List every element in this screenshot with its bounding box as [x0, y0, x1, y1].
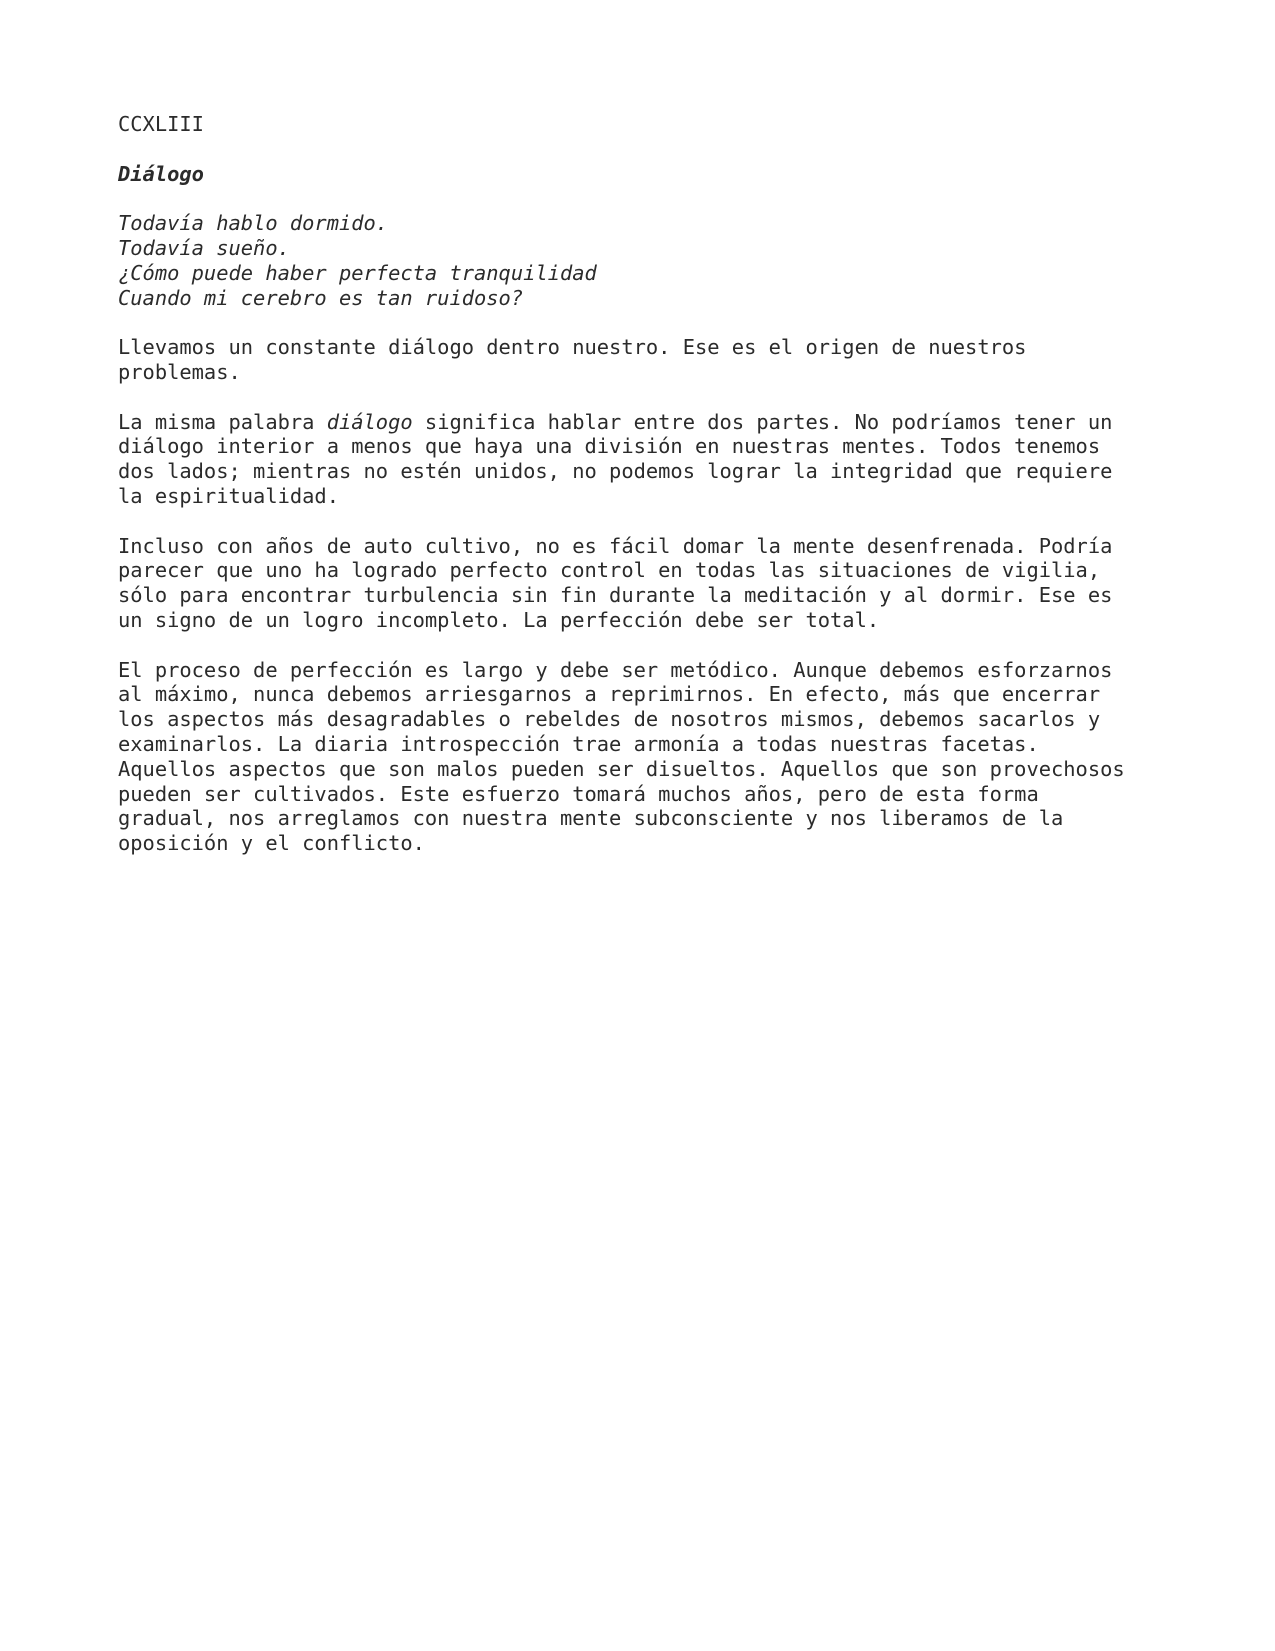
verse-line: Todavía sueño. — [118, 235, 290, 260]
paragraph-1 — [118, 335, 1178, 385]
paragraph-line: El proceso de perfección es largo y debe ser metódico. Aunque debemos esforzarnos — [118, 657, 1113, 682]
paragraph-line: problemas. — [118, 359, 241, 384]
paragraph-line: examinarlos. La diaria introspección trae armonía a todas nuestras facetas. — [118, 731, 1039, 756]
verse-line: ¿Cómo puede haber perfecta tranquilidad — [118, 260, 597, 285]
paragraph-line: oposición y el conflicto. — [118, 831, 425, 856]
paragraph-line: pueden ser cultivados. Este esfuerzo tomará muchos años, pero de esta forma — [118, 781, 1039, 806]
paragraph-line: un signo de un logro incompleto. La perfección debe ser total. — [118, 607, 880, 632]
paragraph-line: diálogo interior a menos que haya una división en nuestras mentes. Todos tenemos — [118, 434, 1101, 459]
paragraph-line: sólo para encontrar turbulencia sin fin durante la meditación y al dormir. Ese es — [118, 583, 1113, 608]
spacer — [118, 385, 1178, 410]
paragraph-line: los aspectos más desagradables o rebeldes de nosotros mismos, debemos sacarlos y — [118, 707, 1101, 732]
spacer — [118, 186, 1178, 211]
paragraph-line: gradual, nos arreglamos con nuestra mente subconsciente y nos liberamos de la — [118, 806, 1064, 831]
text-segment: significa hablar entre dos partes. No podríamos tener un — [412, 409, 1113, 434]
paragraph-line: Aquellos aspectos que son malos pueden ser disueltos. Aquellos que son provechosos — [118, 756, 1125, 781]
chapter-title: Diálogo — [118, 161, 204, 186]
spacer — [118, 137, 1178, 162]
verse-line: Todavía hablo dormido. — [118, 211, 389, 236]
emphasized-word: diálogo — [326, 409, 413, 434]
paragraph-2 — [118, 410, 1178, 509]
document-page — [118, 112, 1178, 856]
paragraph-line: dos lados; mientras no estén unidos, no podemos lograr la integridad que requiere — [118, 459, 1113, 484]
verse-line: Cuando mi cerebro es tan ruidoso? — [118, 285, 524, 310]
chapter-number: CCXLIII — [118, 112, 204, 136]
paragraph-line: Incluso con años de auto cultivo, no es fácil domar la mente desenfrenada. Podría — [118, 533, 1113, 558]
spacer — [118, 509, 1178, 534]
paragraph-line: Llevamos un constante diálogo dentro nuestro. Ese es el origen de nuestros — [118, 335, 1027, 360]
text-segment: La misma palabra — [118, 409, 327, 434]
paragraph-line: la espiritualidad. — [118, 483, 339, 508]
spacer — [118, 633, 1178, 658]
paragraph-line — [118, 410, 1178, 435]
paragraph-3 — [118, 534, 1178, 633]
paragraph-line: al máximo, nunca debemos arriesgarnos a reprimirnos. En efecto, más que encerrar — [118, 682, 1101, 707]
paragraph-line: parecer que uno ha logrado perfecto control en todas las situaciones de vigilia, — [118, 558, 1101, 583]
verse-block — [118, 211, 1178, 310]
paragraph-4 — [118, 658, 1178, 856]
spacer — [118, 310, 1178, 335]
